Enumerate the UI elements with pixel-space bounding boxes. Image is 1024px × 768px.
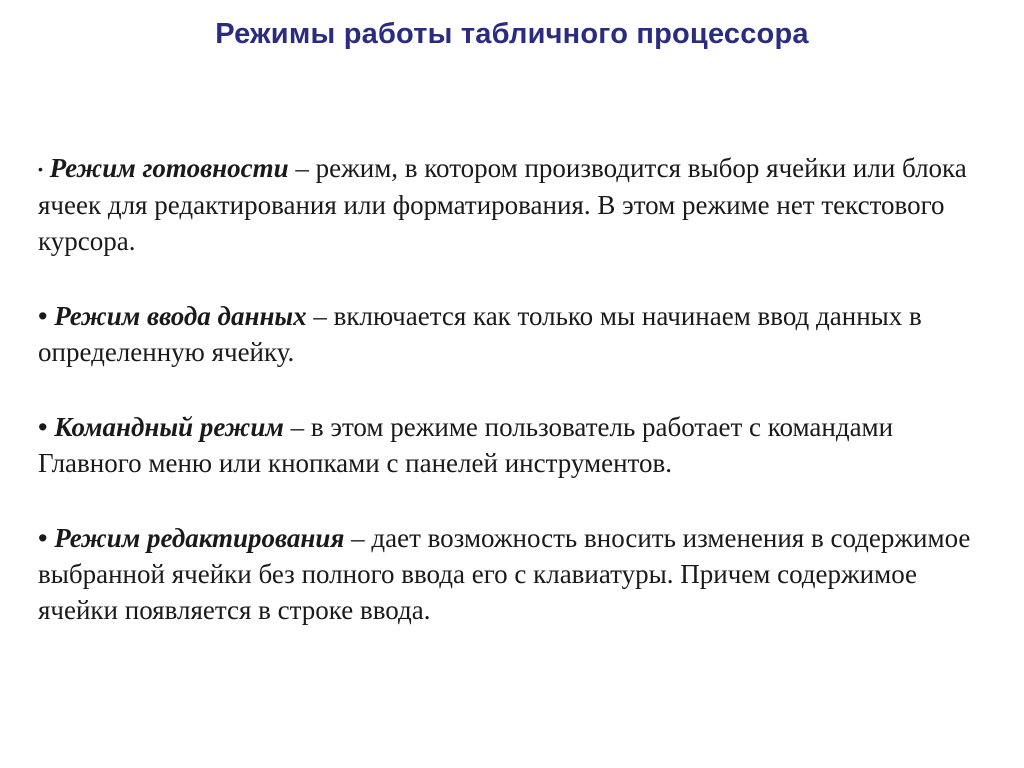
- term-data-entry-mode: Режим ввода данных: [54, 301, 307, 331]
- term-command-mode: Командный режим: [54, 412, 284, 442]
- bullet-icon: •: [38, 523, 48, 553]
- bullet-icon: •: [38, 412, 48, 442]
- desc-ready-mode: – режим, в котором производится выбор ячейки или блока ячеек для редактирования или форматирования. В этом режиме нет текстового курсора.: [38, 153, 967, 256]
- list-item-data-entry-mode: [38, 298, 998, 370]
- list-item-command-mode: [38, 409, 998, 481]
- bullet-icon: •: [38, 301, 48, 331]
- list-item-ready-mode: [38, 150, 998, 259]
- list-item-edit-mode: [38, 520, 998, 628]
- term-edit-mode: Режим редактирования: [54, 523, 345, 553]
- desc-command-mode: – в этом режиме пользователь работает с командами Главного меню или кнопками с панелей инструментов.: [38, 412, 894, 478]
- bullet-icon: •: [38, 161, 43, 177]
- slide-content: [38, 150, 998, 667]
- slide-title: Режимы работы табличного процессора: [215, 18, 809, 50]
- term-ready-mode: Режим готовности: [49, 153, 289, 183]
- desc-data-entry-mode: – включается как только мы начинаем ввод данных в определенную ячейку.: [38, 301, 922, 367]
- desc-edit-mode: – дает возможность вносить изменения в содержимое выбранной ячейки без полного ввода его с клавиатуры. Причем содержимое ячейки появляется в строке ввода.: [38, 523, 971, 625]
